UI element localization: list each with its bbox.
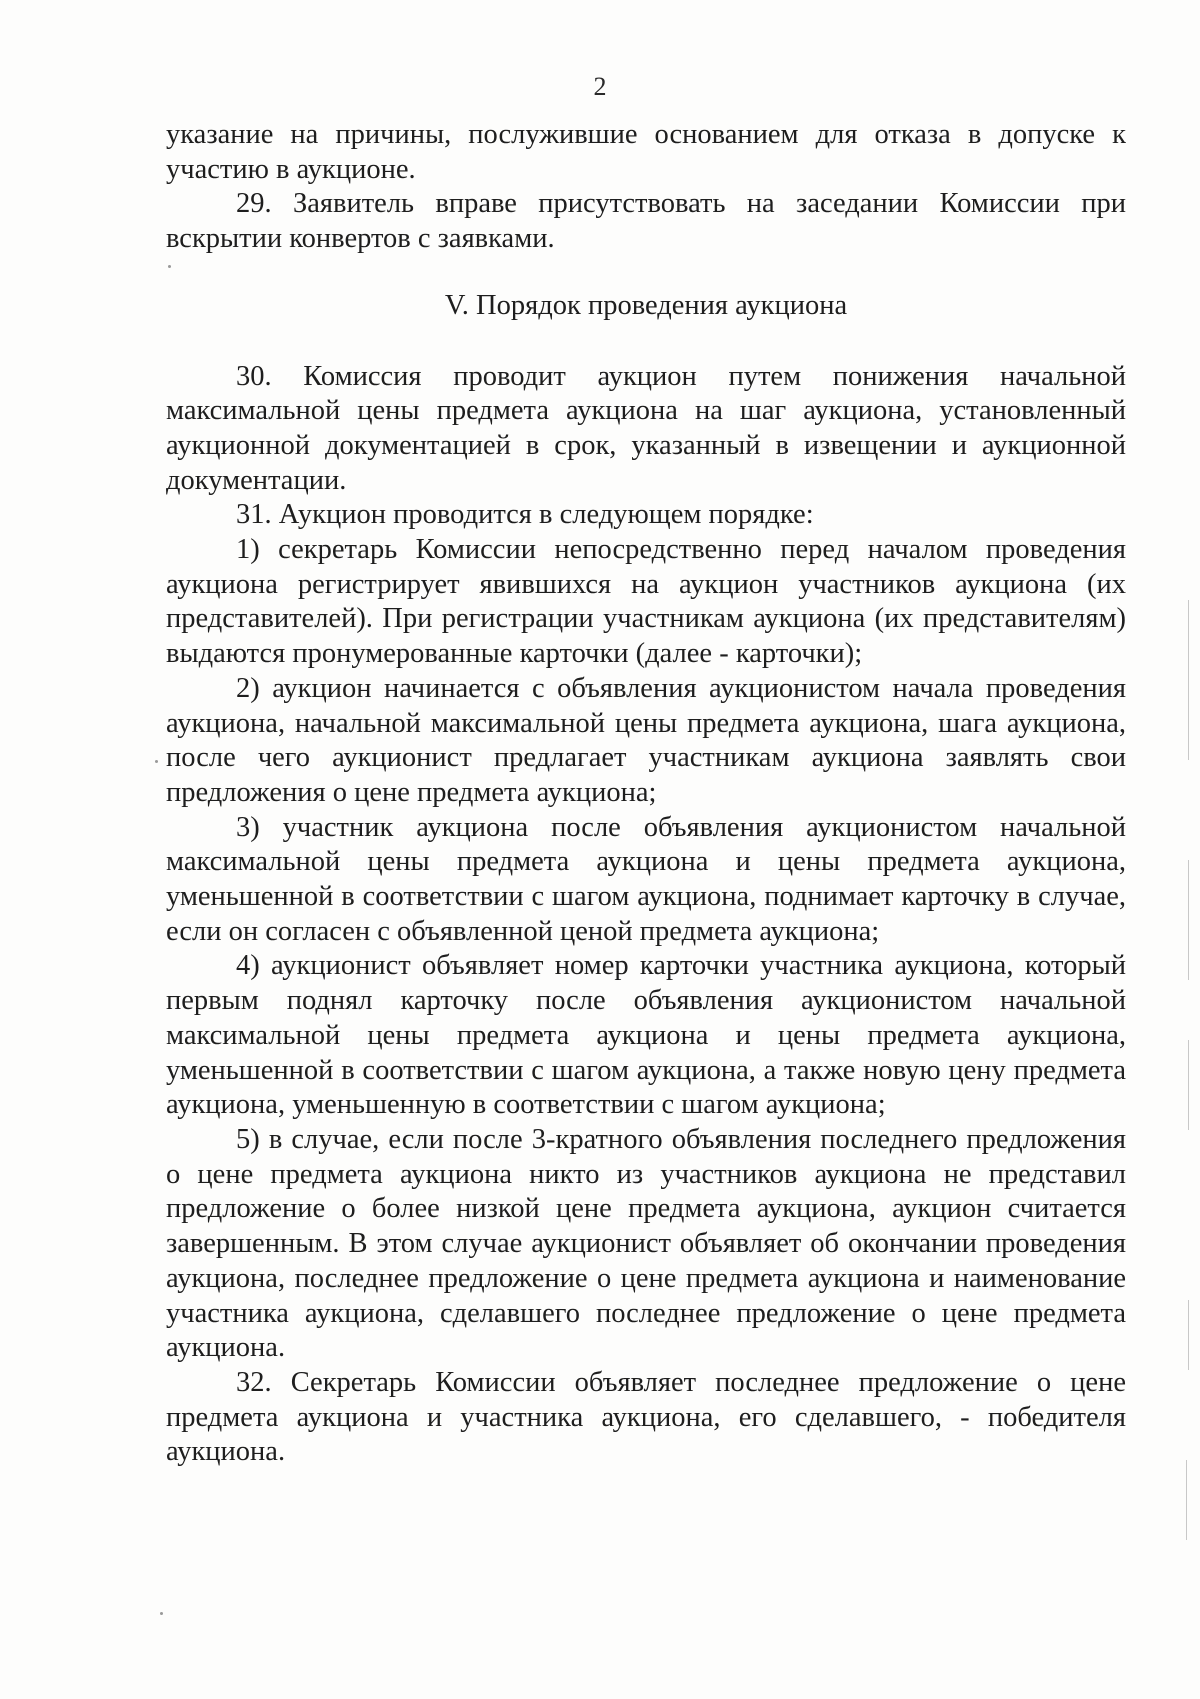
paragraph-31-item-4: 4) аукционист объявляет номер карточки участника аукциона, который первым поднял карточку после объявления аукционистом начальной максимальной цены предмета аукциона и цены предмета аукциона, уменьшенной в соответствии с шагом аукциона, а также новую цену предмета аукциона, уменьшенную в соответствии с шагом аукциона; — [166, 950, 1126, 1121]
scan-dot — [160, 1612, 163, 1615]
scan-mark — [1188, 1040, 1189, 1130]
paragraph-continuation: указание на причины, послужившие основанием для отказа в допуске к участию в аукционе. — [166, 119, 1126, 185]
paragraph-31-item-3: 3) участник аукциона после объявления аукционистом начальной максимальной цены предмета аукциона и цены предмета аукциона, уменьшенной в соответствии с шагом аукциона, поднимает карточку в случае, если он согласен с объявленной ценой предмета аукциона; — [166, 811, 1126, 947]
scan-mark — [1188, 1300, 1189, 1370]
scan-dot — [168, 265, 171, 268]
document-body — [166, 118, 1126, 1470]
scan-dot — [155, 760, 158, 763]
paragraph-30: 30. Комиссия проводит аукцион путем понижения начальной максимальной цены предмета аукциона на шаг аукциона, установленный аукционной документацией в срок, указанный в извещении и аукционной документации. — [166, 360, 1126, 496]
scan-mark — [1188, 600, 1189, 760]
paragraph-31: 31. Аукцион проводится в следующем порядке: — [236, 499, 814, 531]
paragraph-29: 29. Заявитель вправе присутствовать на заседании Комиссии при вскрытии конвертов с заявками. — [166, 188, 1126, 255]
paragraph-31-item-1: 1) секретарь Комиссии непосредственно перед началом проведения аукциона регистрирует явившихся на аукцион участников аукциона (их представителей). При регистрации участникам аукциона (их представителям) выдаются пронумерованные карточки (далее - карточки); — [166, 534, 1126, 670]
paragraph-32: 32. Секретарь Комиссии объявляет последнее предложение о цене предмета аукциона и участника аукциона, его сделавшего, - победителя аукциона. — [166, 1366, 1126, 1468]
scan-mark — [1188, 860, 1189, 980]
paragraph-31-item-5: 5) в случае, если после 3-кратного объявления последнего предложения о цене предмета аукциона никто из участников аукциона не представил предложение о более низкой цене предмета аукциона, аукцион считается завершенным. В этом случае аукционист объявляет об окончании проведения аукциона, последнее предложение о цене предмета аукциона и наименование участника аукциона, сделавшего последнее предложение о цене предмета аукциона. — [166, 1123, 1126, 1364]
page-number: 2 — [593, 72, 607, 101]
scan-mark — [1186, 1460, 1187, 1540]
section-heading: V. Порядок проведения аукциона — [444, 289, 848, 321]
paragraph-31-item-2: 2) аукцион начинается с объявления аукционистом начала проведения аукциона, начальной максимальной цены предмета аукциона, шага аукциона, после чего аукционист предлагает участникам аукциона заявлять свои предложения о цене предмета аукциона; — [166, 672, 1126, 808]
